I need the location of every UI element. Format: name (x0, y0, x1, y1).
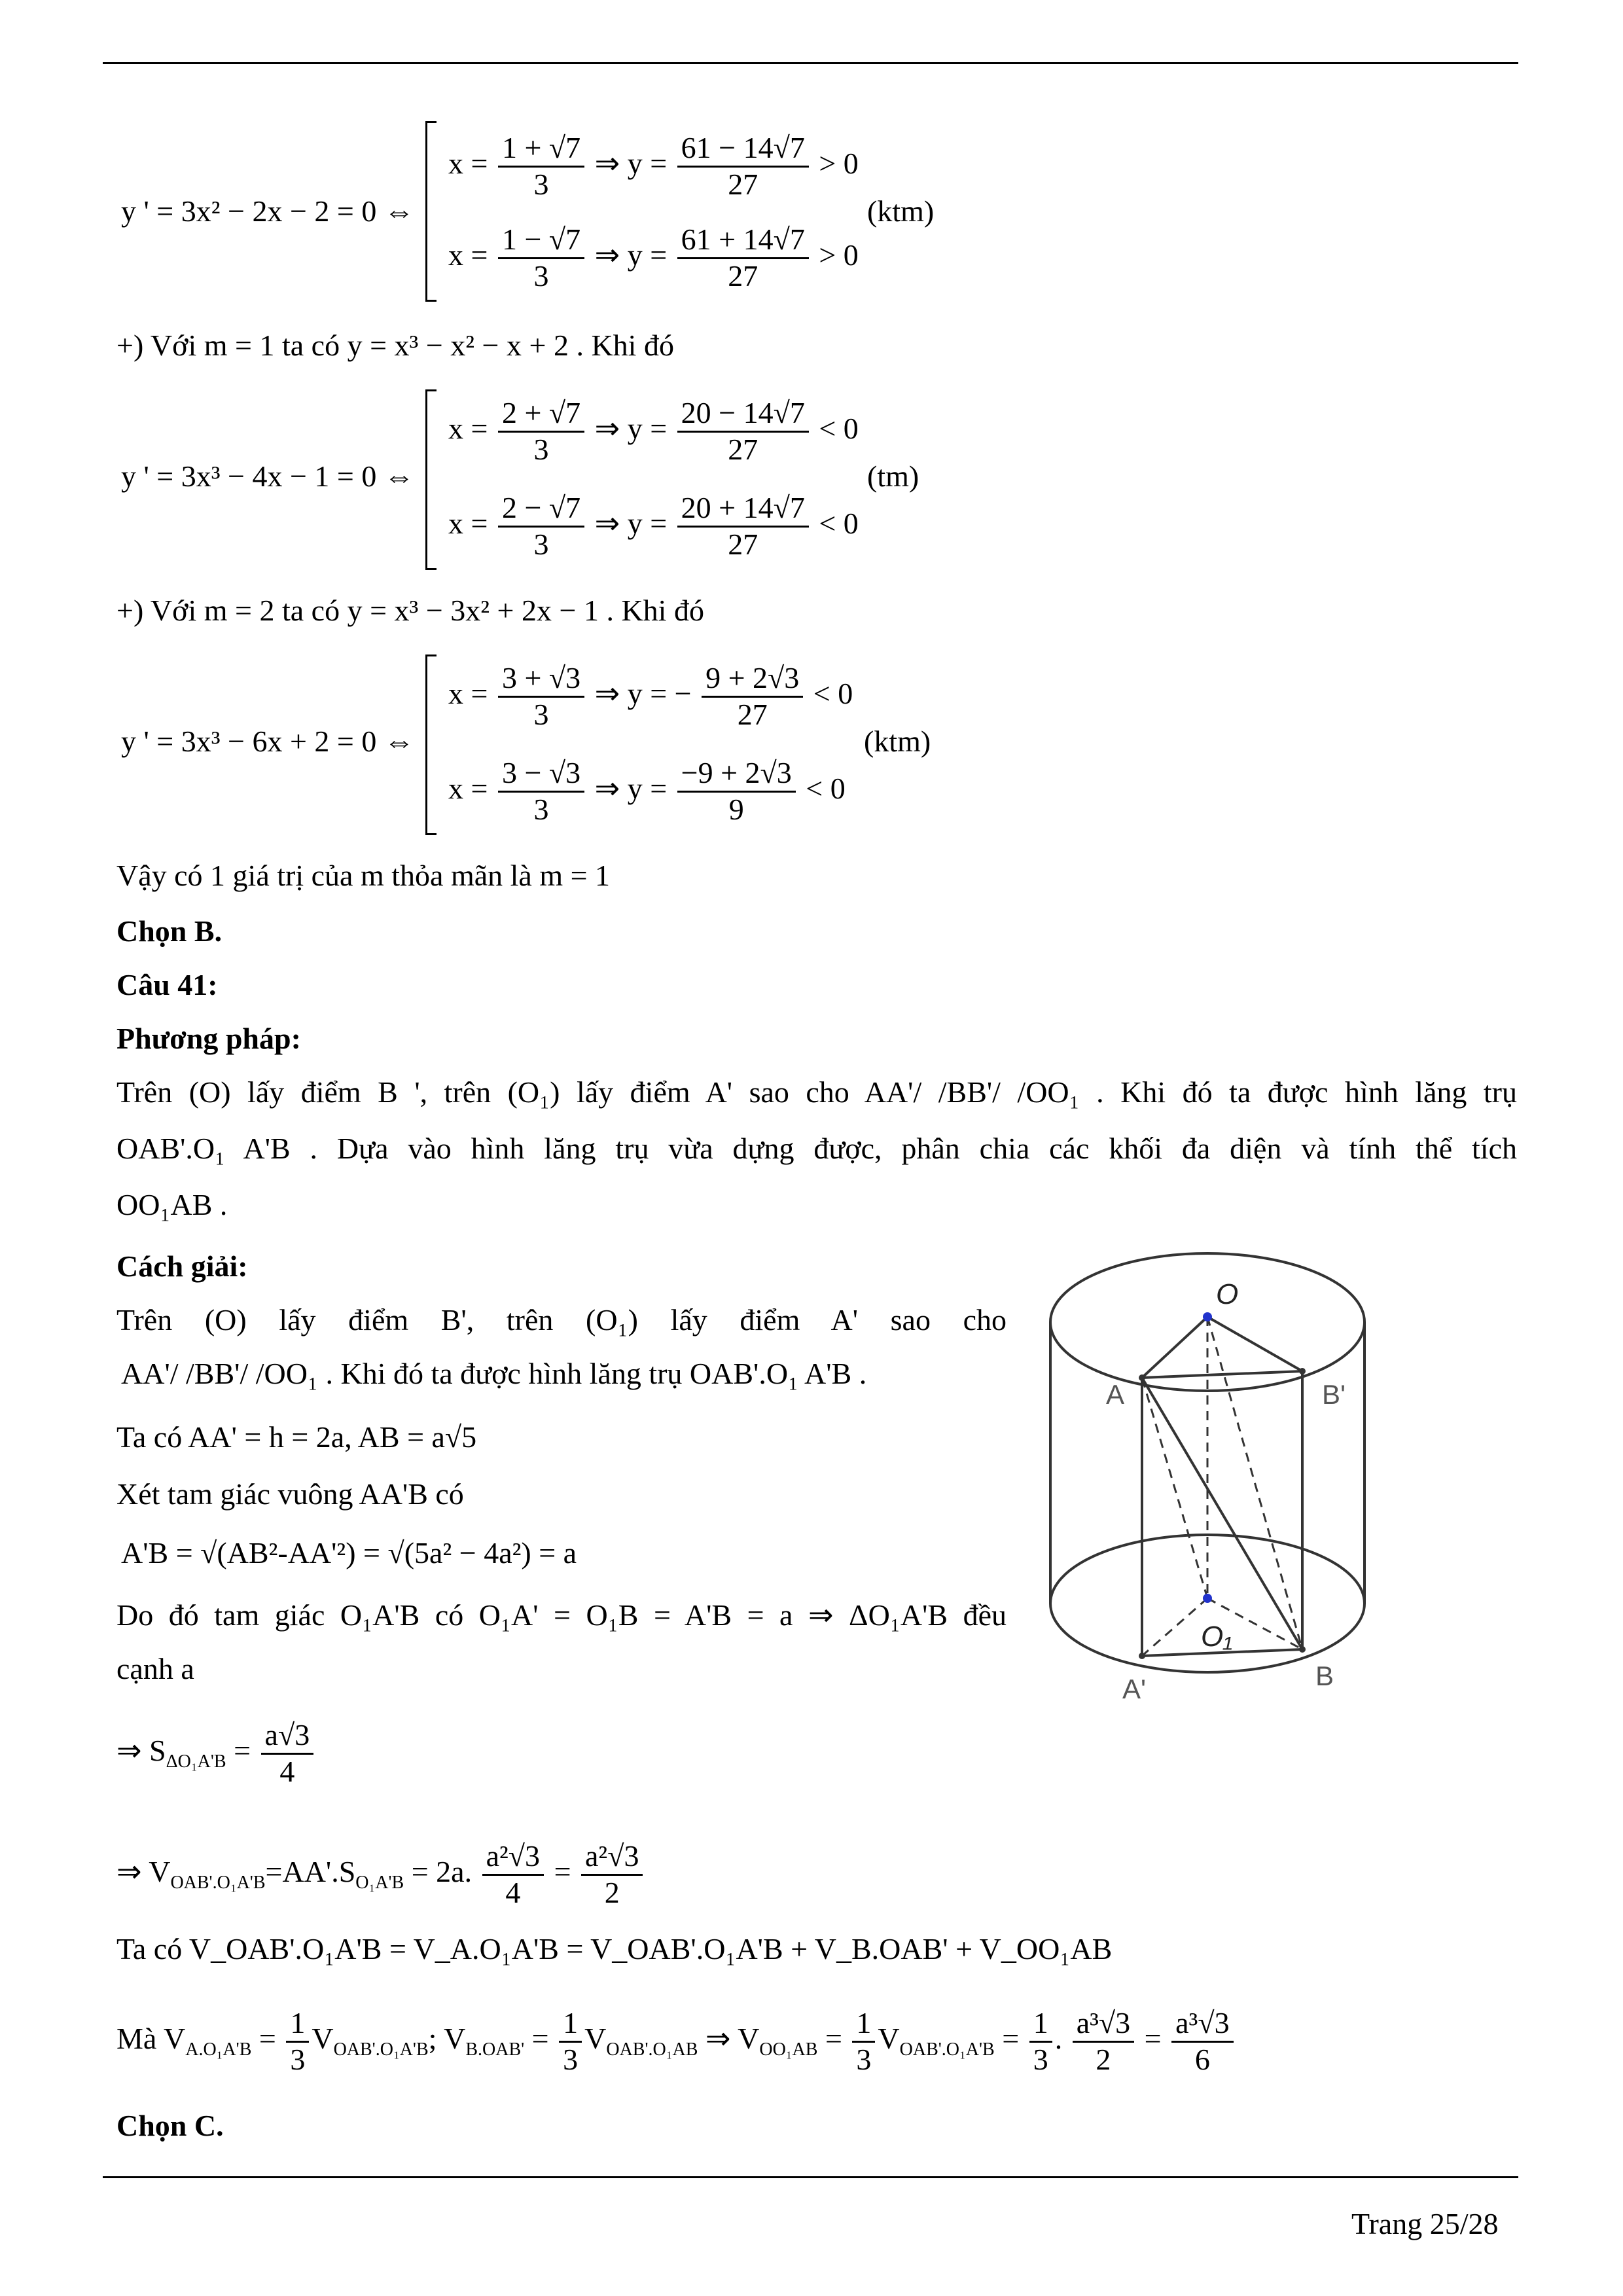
frac: $\frac{20 - 14√7}{27}$ (677, 396, 809, 467)
question-title: Câu 41: (116, 968, 218, 1001)
block1-lhs: y ' = 3x² − 2x − 2 = 0 ⇔ (121, 194, 414, 228)
frac: $\frac{2 - √7}{3}$ (498, 491, 584, 562)
frac: $\frac{1 - √7}{3}$ (498, 223, 584, 294)
block3-bracket (425, 655, 437, 835)
block1-row2: x = $\frac{1 - √7}{3}$ ⇒ y = $\frac{61 + 14√7}{27}$ > 0 (448, 223, 859, 293)
conclusion: Vậy có 1 giá trị của m thỏa mãn là m = 1 (116, 859, 611, 892)
block2-lhs: y ' = 3x³ − 4x − 1 = 0 ⇔ (121, 459, 414, 493)
point-O (1203, 1312, 1212, 1321)
label-A-prime: A' (1122, 1674, 1147, 1704)
solution-line-6: Do đó tam giác O₁A'B có O₁A' = O₁B = A'B = a ⇒ ΔO₁A'B đều (116, 1598, 1007, 1632)
frac: $\frac{1}{3}$ (852, 2006, 875, 2077)
cylinder-figure (1041, 1244, 1394, 1715)
frac: $\frac{\text{a²√3}}{4}$ (482, 1839, 544, 1910)
solution-line-1: Trên (O) lấy điểm B', trên (O₁) lấy điểm A' sao cho (116, 1303, 1007, 1336)
frac: $\frac{3 - √3}{3}$ (498, 756, 584, 827)
solution-line-3: Ta có AA' = h = 2a, AB = a√5 (116, 1420, 477, 1454)
block3-row1: x = $\frac{3 + √3}{3}$ ⇒ y = − $\frac{9 + 2√3}{27}$ < 0 (448, 661, 853, 731)
frac: $\frac{1 + √7}{3}$ (498, 131, 584, 202)
block2-bracket (425, 389, 437, 570)
frac: $\frac{61 - 14√7}{27}$ (677, 131, 809, 202)
method-line-3: OO₁AB . (116, 1188, 228, 1221)
point-B-prime (1299, 1368, 1306, 1374)
case-m1: +) Với m = 1 ta có y = x³ − x² − x + 2 . Khi đó (116, 329, 674, 362)
block3-lhs: y ' = 3x³ − 6x + 2 = 0 ⇔ (121, 725, 414, 758)
block3-verdict: (ktm) (864, 725, 931, 758)
bottom-rule (103, 2176, 1518, 2178)
edge-O1A-prime (1142, 1598, 1207, 1656)
frac: $\frac{1}{3}$ (286, 2006, 309, 2077)
solution-line-5: A'B = √(AB²-AA'²) = √(5a² − 4a²) = a (121, 1536, 577, 1570)
frac: $\frac{1}{3}$ (559, 2006, 582, 2077)
solution-line-2: AA'/ /BB'/ /OO₁ . Khi đó ta được hình lăng trụ OAB'.O₁ A'B . (121, 1357, 867, 1390)
point-B (1299, 1646, 1306, 1653)
method-heading: Phương pháp: (116, 1022, 301, 1055)
frac: $\frac{-9 + 2√3}{9}$ (677, 756, 796, 827)
frac: $\frac{1}{3}$ (1029, 2006, 1052, 2077)
block1-row1: x = $\frac{1 + √7}{3}$ ⇒ y = $\frac{61 - 14√7}{27}$ > 0 (448, 131, 859, 201)
solution-heading: Cách giải: (116, 1249, 248, 1283)
method-line-1: Trên (O) lấy điểm B ', trên (O₁) lấy điểm A' sao cho AA'/ /BB'/ /OO₁ . Khi đó ta được hình lăng trụ (116, 1075, 1517, 1109)
block2-row2: x = $\frac{2 - √7}{3}$ ⇒ y = $\frac{20 + 14√7}{27}$ < 0 (448, 491, 859, 561)
label-O: O (1216, 1278, 1239, 1310)
label-B-prime: B' (1322, 1379, 1346, 1410)
edge-AB-prime (1142, 1371, 1302, 1378)
point-O1 (1203, 1594, 1212, 1603)
edge-OB-prime (1207, 1317, 1302, 1371)
point-A (1139, 1374, 1145, 1381)
frac: $\frac{2 + √7}{3}$ (498, 396, 584, 467)
point-A-prime (1139, 1653, 1145, 1659)
edge-OB (1207, 1317, 1302, 1649)
solution-line-4: Xét tam giác vuông AA'B có (116, 1477, 464, 1511)
frac: $\frac{61 + 14√7}{27}$ (677, 223, 809, 294)
page-footer: Trang 25/28 (1351, 2207, 1499, 2240)
volume-formula-1: ⇒ $V_{OAB'.O_1A'B}=AA'.S_{O_1A'B} = 2a$. $\frac{\text{a²√3}}{4}$ = $\frac{\text{a²√3}}{2}$ (116, 1839, 645, 1910)
frac: $\frac{20 + 14√7}{27}$ (677, 491, 809, 562)
volume-formula-2: Ta có V_OAB'.O₁A'B = V_A.O₁A'B = V_OAB'.O₁A'B + V_B.OAB' + V_OO₁AB (116, 1932, 1113, 1965)
edge-O1A (1142, 1378, 1207, 1598)
solution-line-7: cạnh a (116, 1652, 194, 1685)
answer-b: Chọn B. (116, 914, 223, 948)
method-line-2: OAB'.O₁ A'B . Dựa vào hình lăng trụ vừa dựng được, phân chia các khối đa diện và tính thể tích (116, 1132, 1517, 1165)
frac: $\frac{a√3}{4}$ (261, 1718, 314, 1789)
case-m2: +) Với m = 2 ta có y = x³ − 3x² + 2x − 1 . Khi đó (116, 594, 704, 627)
answer-c: Chọn C. (116, 2109, 224, 2142)
label-B: B (1315, 1660, 1334, 1691)
block2-row1: x = $\frac{2 + √7}{3}$ ⇒ y = $\frac{20 - 14√7}{27}$ < 0 (448, 396, 859, 466)
frac: $\frac{3 + √3}{3}$ (498, 661, 584, 732)
block1-verdict: (ktm) (867, 194, 935, 228)
frac: $\frac{\text{a³√3}}{6}$ (1171, 2006, 1233, 2077)
frac: $\frac{\text{a³√3}}{2}$ (1073, 2006, 1134, 2077)
edge-OA (1142, 1317, 1207, 1378)
volume-formula-3: Mà $V_{A.O_1A'B}$ = $\frac{1}{3}$ $V_{OAB'.O_1A'B}$; $V_{B.OAB'}$ = $\frac{1}{3}$ $V_{OAB'.O_1AB}$ ⇒ $V_{OO_1AB}$ = $\frac{1}{3}$ $V_{OAB'.O_1A'B}$ = $\frac{1}{3}$ . $\frac{\text{a³√3}}{2}$ = $\frac{\text{a³√3}}{6}$ (116, 2006, 1236, 2077)
label-O1: O₁ (1201, 1621, 1233, 1653)
edge-AB (1142, 1378, 1302, 1649)
block3-row2: x = $\frac{3 - √3}{3}$ ⇒ y = $\frac{-9 + 2√3}{9}$ < 0 (448, 756, 846, 826)
frac: $\frac{\text{a²√3}}{2}$ (581, 1839, 643, 1910)
top-rule (103, 62, 1518, 64)
frac: $\frac{9 + 2√3}{27}$ (702, 661, 803, 732)
label-A: A (1106, 1379, 1125, 1410)
block1-bracket (425, 121, 437, 302)
area-formula: ⇒ $S_{\Delta O_1A'B}$ = $\frac{a√3}{4}$ (116, 1718, 316, 1789)
block2-verdict: (tm) (867, 459, 919, 493)
